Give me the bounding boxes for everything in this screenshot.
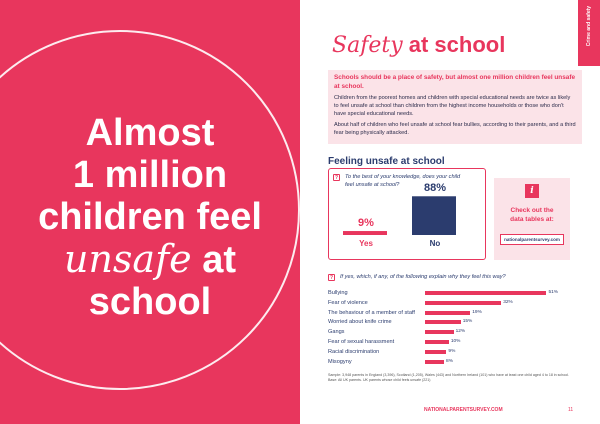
question-2-text: If yes, which, if any, of the following explain why they feel this way? xyxy=(340,274,506,280)
reason-bar xyxy=(425,291,546,295)
reason-value: 15% xyxy=(462,319,473,325)
question-1-text: To the best of your knowledge, does your child feel unsafe at school? xyxy=(345,174,461,188)
reason-bar xyxy=(425,320,461,324)
reason-bar xyxy=(425,330,454,334)
callout-text-line-2: data tables at: xyxy=(510,216,554,223)
section-heading: Feeling unsafe at school xyxy=(328,156,445,167)
reason-label: Bullying xyxy=(328,290,348,296)
reason-label: Fear of violence xyxy=(328,299,368,306)
reason-value: 32% xyxy=(503,299,513,305)
reason-value: 8% xyxy=(446,358,453,364)
section-side-tab xyxy=(578,0,600,66)
title-script: Safety xyxy=(332,33,403,58)
value-label-no: 88% xyxy=(423,182,447,195)
headline-line-3: children feel xyxy=(38,196,262,238)
callout-text-line-1: Check out the xyxy=(510,207,554,214)
page-number: 11 xyxy=(568,407,574,413)
info-icon: i xyxy=(525,184,539,198)
headline-line-2: 1 million xyxy=(72,154,228,196)
reason-bar xyxy=(425,301,501,305)
side-tab-label: Crime and safety xyxy=(586,6,592,47)
page-title xyxy=(332,32,505,58)
headline-line-4-rest: at xyxy=(191,239,236,281)
reason-label: Fear of sexual harassment xyxy=(328,339,395,345)
data-tables-link[interactable]: nationalparentsurvey.com xyxy=(500,234,564,245)
bar-yes xyxy=(343,231,387,235)
intro-box xyxy=(328,70,582,144)
data-tables-callout xyxy=(494,178,570,260)
reason-label: Misogyny xyxy=(328,358,352,365)
reason-bar xyxy=(425,350,446,354)
headline-line-4 xyxy=(0,238,300,281)
callout-text xyxy=(494,206,570,224)
reason-label: Racial discrimination xyxy=(328,348,380,355)
question-icon: ? xyxy=(334,175,339,181)
headline-line-1: Almost xyxy=(85,112,215,154)
reason-label: The behaviour of a member of staff xyxy=(328,309,415,316)
intro-paragraph-1: Children from the poorest homes and children with special educational needs are twice as likely to feel unsafe at school than children from the highest income households or those who don't have special educational needs. xyxy=(334,95,571,117)
question-icon-2: ? xyxy=(329,275,334,281)
reason-value: 10% xyxy=(450,339,461,344)
reason-bar xyxy=(425,340,449,344)
footnote: Sample: 3,948 parents in England (3,396), Scotland (1,205), Wales (443) and Northern Ireland (101) who have at least one child aged 4 to 18 in school. Base: All UK parents. UK parents whose child feels unsafe (221) xyxy=(328,373,569,382)
reason-value: 19% xyxy=(472,309,482,315)
reason-value: 12% xyxy=(455,329,466,335)
headline xyxy=(0,112,300,323)
reason-value: 9% xyxy=(448,348,456,354)
category-label-yes: Yes xyxy=(359,239,373,248)
footer-url[interactable]: NATIONALPARENTSURVEY.COM xyxy=(424,407,503,413)
yes-no-chart-panel xyxy=(328,168,486,260)
reason-value: 51% xyxy=(548,290,559,295)
headline-script-word: unsafe xyxy=(63,237,192,281)
reason-label: Gangs xyxy=(328,329,345,336)
reason-label: Worried about knife crime xyxy=(328,319,392,326)
reason-bar xyxy=(425,360,444,364)
reason-bar xyxy=(425,311,470,315)
value-label-yes: 9% xyxy=(358,217,374,230)
bar-no xyxy=(412,196,456,235)
category-label-no: No xyxy=(429,239,441,248)
title-bold: at school xyxy=(402,32,506,57)
intro-paragraph-2: About half of children who feel unsafe at school fear bullies, according to their parents, and a third fear being physically attacked. xyxy=(334,122,576,136)
headline-line-5: school xyxy=(88,281,212,323)
intro-lead: Schools should be a place of safety, but almost one million children feel unsafe at school. xyxy=(334,74,575,90)
